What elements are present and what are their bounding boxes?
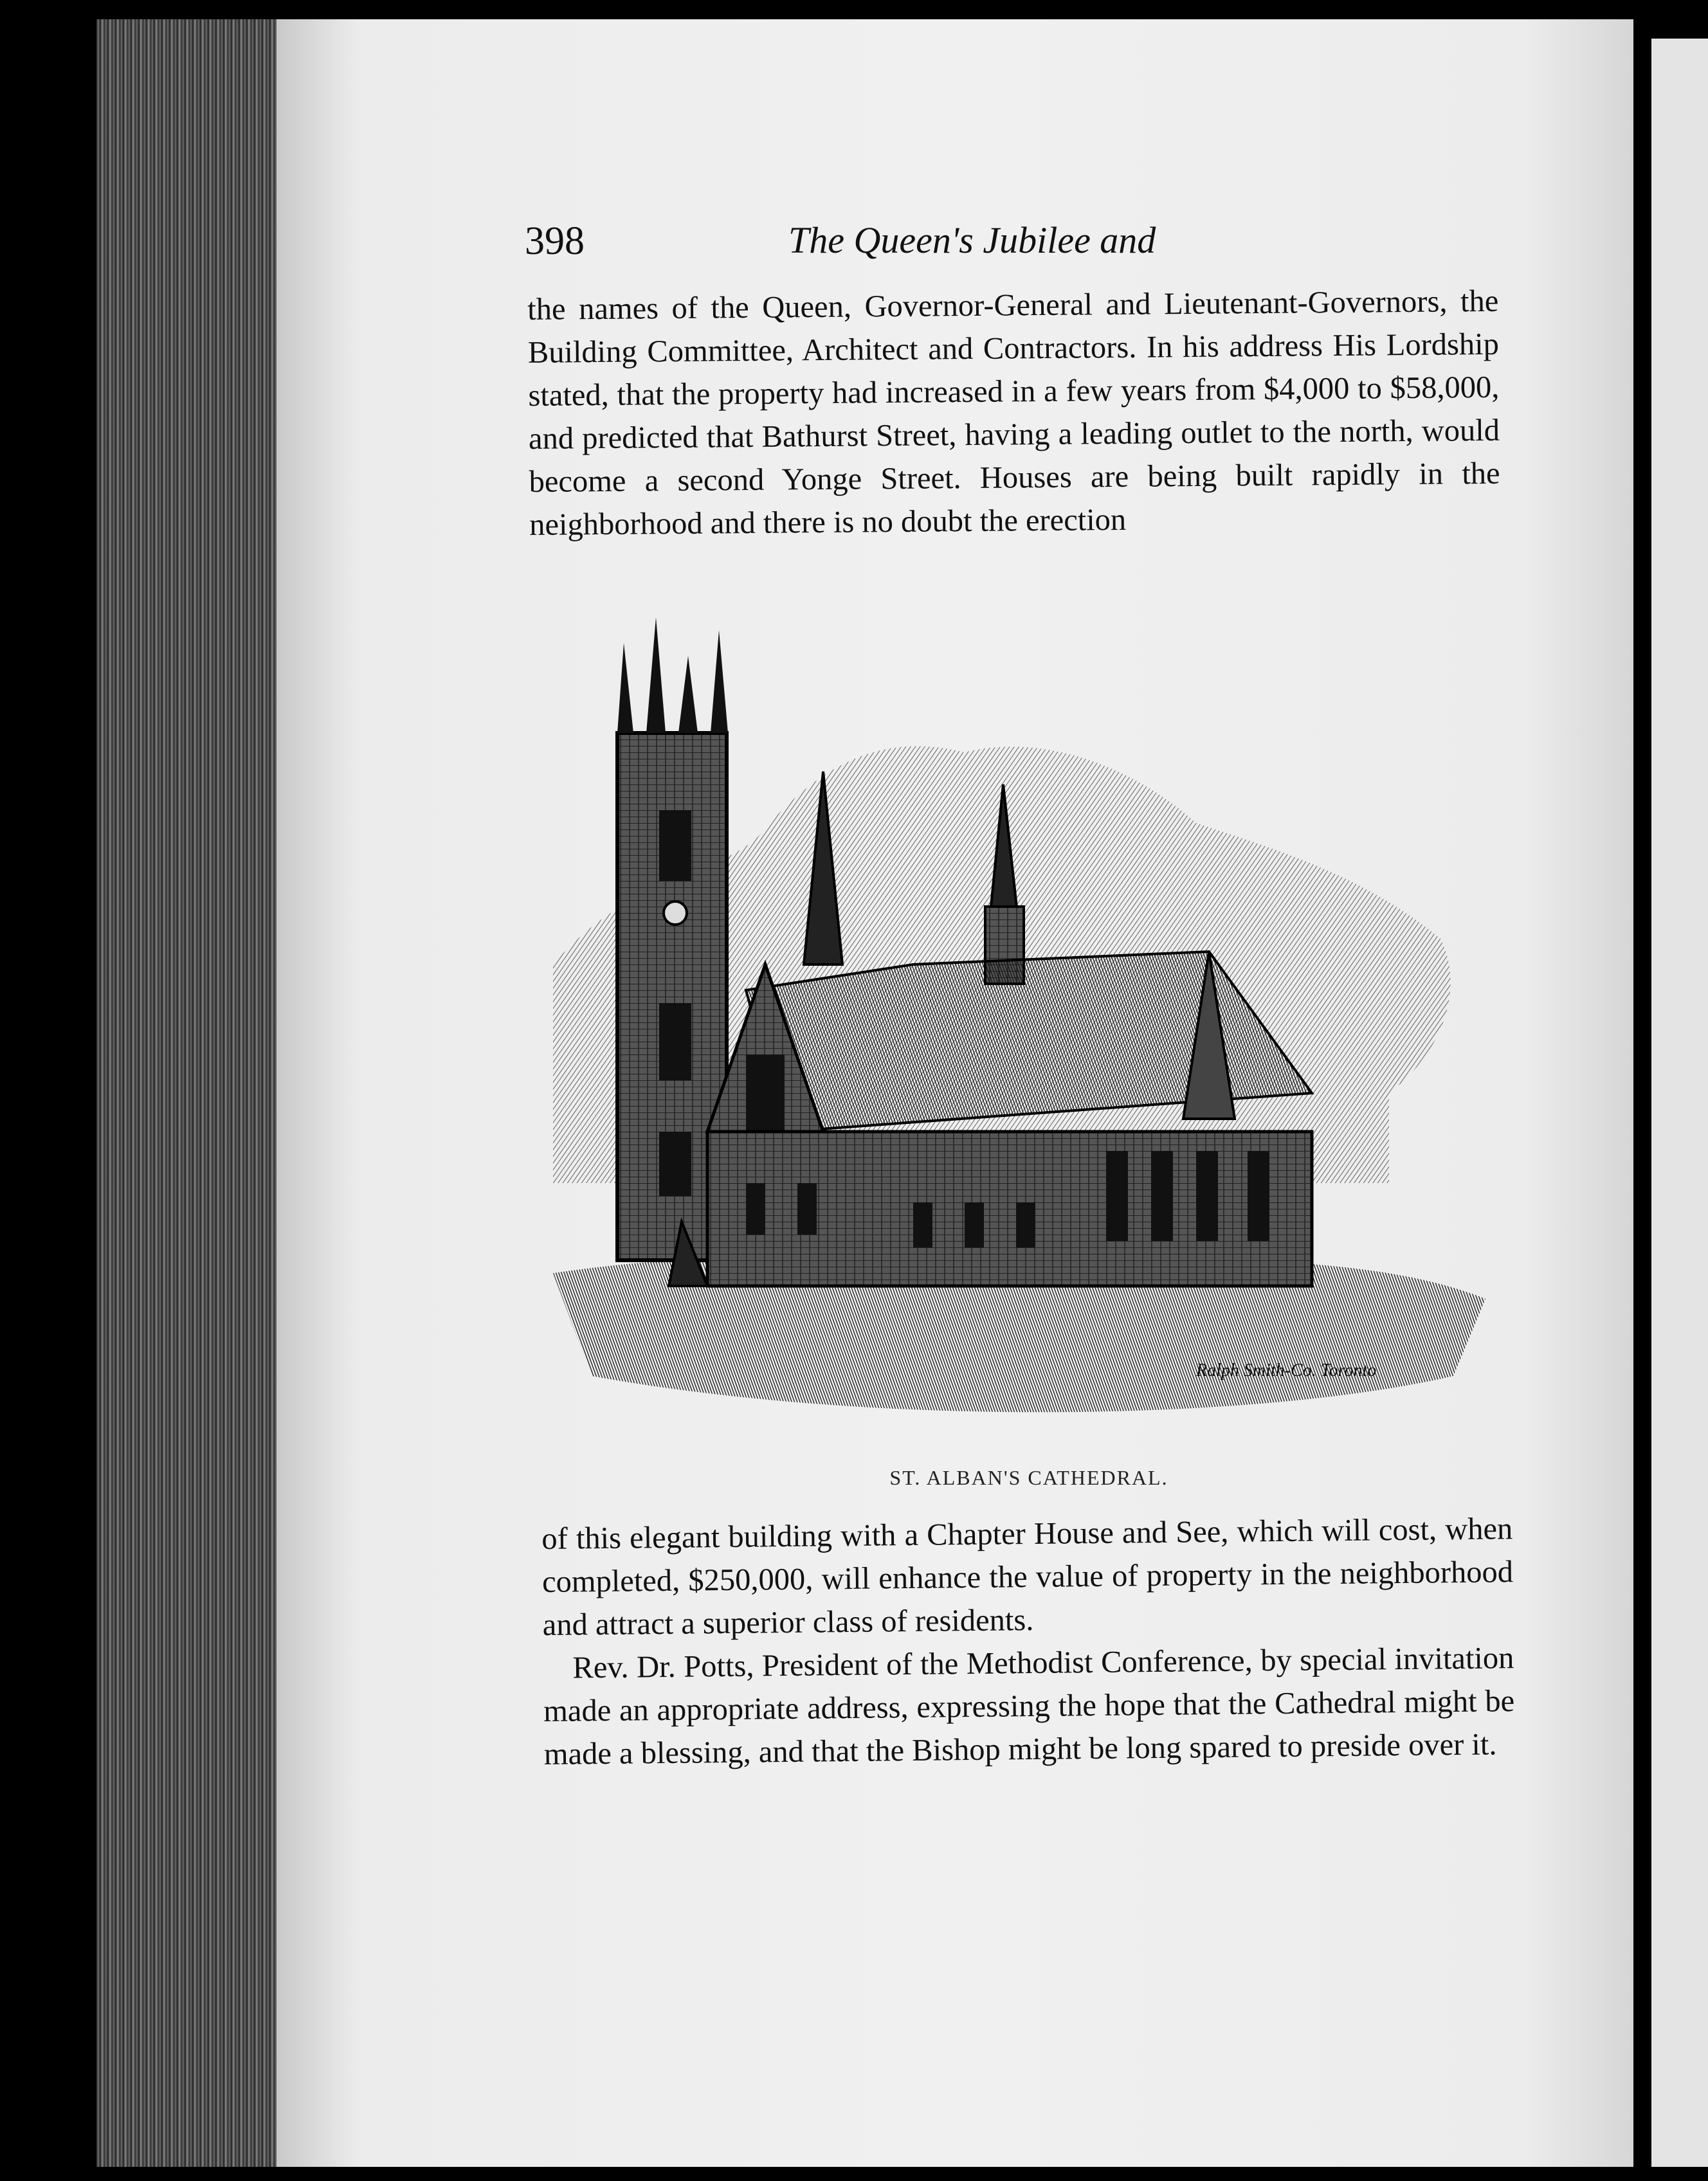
- figure-caption: ST. ALBAN'S CATHEDRAL.: [889, 1466, 1168, 1489]
- page-header: [525, 219, 1502, 270]
- body-text-bottom: [541, 1507, 1515, 1776]
- engraver-signature: Ralph Smith-Co. Toronto: [1196, 1361, 1377, 1380]
- book-page-edges: [96, 19, 283, 2167]
- cathedral-engraving-drawing: [553, 604, 1492, 1440]
- running-title: The Queen's Jubilee and: [788, 219, 1156, 261]
- facing-page-edge: [1646, 39, 1708, 2167]
- paragraph: of this elegant building with a Chapter House and See, which will cost, when completed, $250,000, will enhance the value of property in the neighborhood and attract a superior class of residents.: [541, 1512, 1514, 1642]
- page-number: 398: [525, 219, 585, 263]
- paragraph: the names of the Queen, Governor-General and Lieutenant-Governors, the Building Committee, Architect and Contractors. In his address His Lordship stated, that the property had increased in a few years from $4,000 to $58,000, and predicted that Bathurst Street, having a leading outlet to the north, would become a second Yonge Street. Houses are being built rapidly in the neighborhood and there is no doubt the erection: [527, 284, 1500, 542]
- paragraph: Rev. Dr. Potts, President of the Methodist Conference, by special invitation made an appropriate address, expressing the hope that the Cathedral might be made a blessing, and that the Bishop might be long spared to preside over it.: [543, 1641, 1515, 1771]
- cathedral-engraving: [553, 604, 1492, 1440]
- body-text-top: [527, 280, 1500, 547]
